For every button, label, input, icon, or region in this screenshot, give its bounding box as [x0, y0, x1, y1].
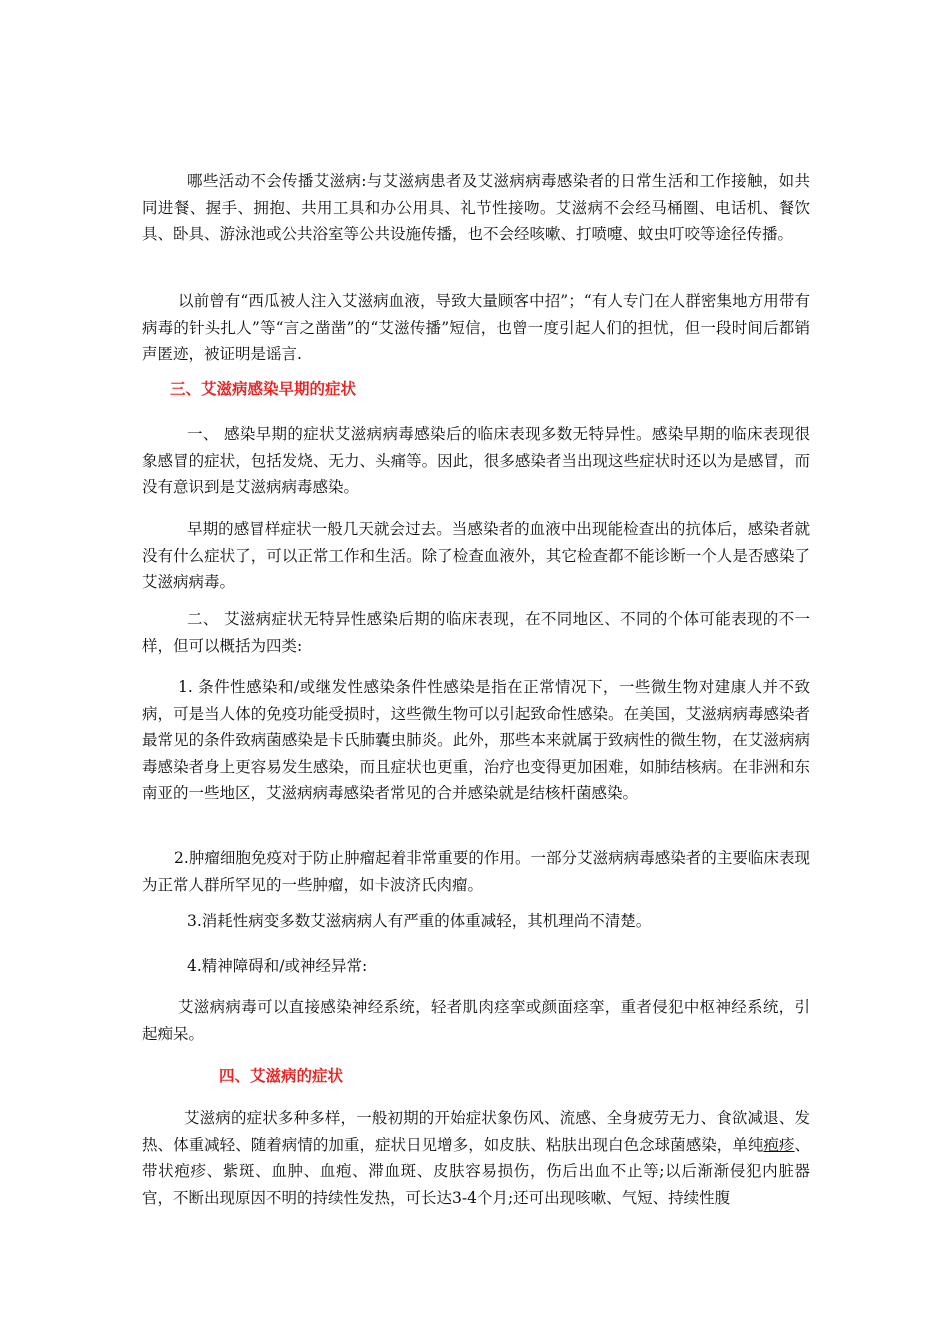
paragraph-tumor: 2.肿瘤细胞免疫对于防止肿瘤起着非常重要的作用。一部分艾滋病病毒感染者的主要临床表现为正常人群所罕见的一些肿瘤，如卡波济氏肉瘤。	[142, 849, 810, 894]
paragraph-symptoms	[142, 1105, 810, 1211]
paragraph-early-stage: 一、 感染早期的症状艾滋病病毒感染后的临床表现多数无特异性。感染早期的临床表现很象感冒的症状，包括发烧、无力、头痛等。因此，很多感染者当出现这些症状时还以为是感冒，而没有意识到是艾滋病病毒感染。	[142, 425, 810, 496]
herpes-link[interactable]: 疱疹	[763, 1135, 795, 1154]
paragraph-neuro: 4.精神障碍和/或神经异常:	[187, 957, 368, 975]
paragraph-late-stage: 二、 艾滋病症状无特异性感染后期的临床表现，在不同地区、不同的个体可能表现的不一样，但可以概括为四类:	[142, 610, 810, 655]
paragraph-wasting: 3.消耗性病变多数艾滋病病人有严重的体重减轻，其机理尚不清楚。	[187, 912, 652, 930]
heading-symptoms: 四、艾滋病的症状	[219, 1066, 344, 1085]
paragraph-rumors: 以前曾有“西瓜被人注入艾滋病血液，导致大量顾客中招”；“有人专门在人群密集地方用带有病毒的针头扎人”等“言之凿凿”的“艾滋传播”短信，也曾一度引起人们的担忧，但一段时间后都销声匿迹，被证明是谣言.	[142, 292, 810, 363]
symptoms-text-2: 、带状疱疹、紫斑、血肿、血疱、滞血斑、皮肤容易损伤，伤后出血不止等;以后渐渐侵犯内脏器官，不断出现原因不明的持续性发热，可长达3-4个月;还可出现咳嗽、气短、持续性腹	[142, 1135, 810, 1207]
paragraph-infection: 1. 条件性感染和/或继发性感染条件性感染是指在正常情况下，一些微生物对建康人并不致病，可是当人体的免疫功能受损时，这些微生物可以引起致命性感染。在美国，艾滋病病毒感染者最常见的条件致病菌感染是卡氏肺囊虫肺炎。此外，那些本来就属于致病性的微生物，在艾滋病病毒感染者身上更容易发生感染，而且症状也更重，治疗也变得更加困难，如肺结核病。在非洲和东南亚的一些地区，艾滋病病毒感染者常见的合并感染就是结核杆菌感染。	[142, 678, 810, 802]
symptoms-text-1: 艾滋病的症状多种多样，一般初期的开始症状象伤风、流感、全身疲劳无力、食欲减退、发热、体重减轻、随着病情的加重，症状日见增多，如皮肤、粘肤出现白色念球菌感染，单纯	[142, 1109, 810, 1154]
heading-early-symptoms: 三、艾滋病感染早期的症状	[170, 379, 357, 398]
paragraph-transmission: 哪些活动不会传播艾滋病:与艾滋病患者及艾滋病病毒感染者的日常生活和工作接触，如共同进餐、握手、拥抱、共用工具和办公用具、礼节性接吻。艾滋病不会经马桶圈、电话机、餐饮具、卧具、游泳池或公共浴室等公共设施传播，也不会经咳嗽、打喷嚏、蚊虫叮咬等途径传播。	[142, 172, 810, 243]
paragraph-flu-like: 早期的感冒样症状一般几天就会过去。当感染者的血液中出现能检查出的抗体后，感染者就没有什么症状了，可以正常工作和生活。除了检查血液外，其它检查都不能诊断一个人是否感染了艾滋病病毒。	[142, 520, 810, 591]
paragraph-neuro-detail: 艾滋病病毒可以直接感染神经系统，轻者肌肉痉挛或颜面痉挛，重者侵犯中枢神经系统，引起痴呆。	[142, 998, 810, 1043]
